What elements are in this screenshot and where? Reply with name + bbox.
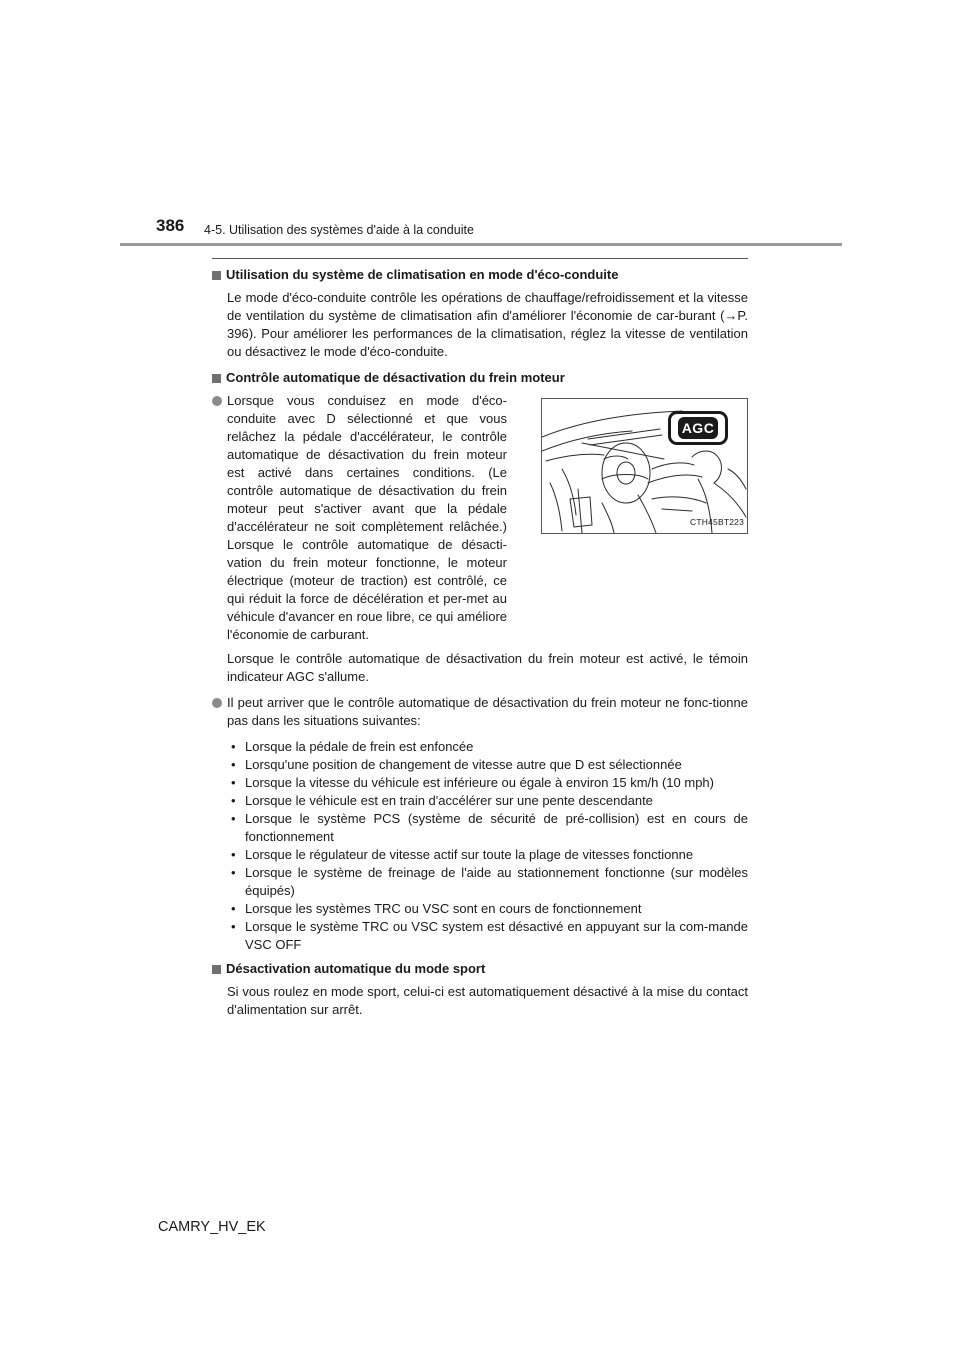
bullet-figure-row <box>211 392 748 650</box>
agc-indicator-callout <box>668 411 728 445</box>
list-item <box>211 694 748 730</box>
condition-text: Lorsque le véhicule est en train d'accélérer sur une pente descendante <box>245 793 653 808</box>
circle-bullet-icon <box>212 396 222 406</box>
sub-bullet-marker: • <box>231 811 236 826</box>
sub-bullet-marker: • <box>231 775 236 790</box>
list-item <box>227 810 748 846</box>
condition-text: Lorsque le système PCS (système de sécurité de pré-collision) est en cours de fonctionnement <box>245 811 748 844</box>
list-item <box>227 792 748 810</box>
list-item <box>211 392 507 644</box>
sub-bullet-marker: • <box>231 757 236 772</box>
condition-text: Lorsque la vitesse du véhicule est inférieure ou égale à environ 15 km/h (10 mph) <box>245 775 714 790</box>
square-bullet-icon <box>212 374 221 383</box>
list-item <box>227 774 748 792</box>
sub-bullet-marker: • <box>231 739 236 754</box>
sub-bullet-marker: • <box>231 847 236 862</box>
section-heading-eco-climate <box>211 266 748 284</box>
list-item <box>227 756 748 774</box>
circle-bullet-icon <box>212 698 222 708</box>
bullet-text: Il peut arriver que le contrôle automatique de désactivation du frein moteur ne fonc-tionne pas dans les situations suivantes: <box>227 695 748 728</box>
square-bullet-icon <box>212 965 221 974</box>
sub-bullet-marker: • <box>231 793 236 808</box>
bullet-text: Lorsque vous conduisez en mode d'éco-conduite avec D sélectionné et que vous relâchez la pédale d'accélérateur, le contrôle automatique de désactivation du frein moteur est activé dans certaines conditions. (Le contrôle automatique de désactivation du frein moteur peut s'activer avant que la pédale d'accélérateur ne soit complètement relâchée.) Lorsque le contrôle automatique de désacti-vation du frein moteur fonctionne, le moteur électrique (moteur de traction) est contrôlé, ce qui réduit la force de décélération et per-met au véhicule d'avancer en roue libre, ce qui améliore l'économie de carburant. <box>227 393 507 642</box>
condition-text: Lorsque le régulateur de vitesse actif sur toute la plage de vitesses fonctionne <box>245 847 694 862</box>
section-body-sport-mode: Si vous roulez en mode sport, celui-ci est automatiquement désactivé à la mise du contact d'alimentation sur arrêt. <box>227 984 748 1017</box>
agc-indicator-label: AGC <box>678 417 718 439</box>
condition-text: Lorsqu'une position de changement de vitesse autre que D est sélectionnée <box>245 757 682 772</box>
section-heading-text: Utilisation du système de climatisation en mode d'éco-conduite <box>226 267 619 282</box>
content-area <box>211 266 748 1027</box>
section-heading-agc <box>211 369 748 387</box>
agc-indicator-note: Lorsque le contrôle automatique de désactivation du frein moteur est activé, le témoin indicateur AGC s'allume. <box>227 651 748 684</box>
section-heading-text: Contrôle automatique de désactivation du frein moteur <box>226 370 565 385</box>
list-item <box>227 918 748 954</box>
list-item <box>227 864 748 900</box>
section-heading-text: Désactivation automatique du mode sport <box>226 961 486 976</box>
sub-bullet-marker: • <box>231 901 236 916</box>
condition-text: Lorsque le système de freinage de l'aide au stationnement fonctionne (sur modèles équipés) <box>245 865 748 898</box>
square-bullet-icon <box>212 271 221 280</box>
sub-bullet-marker: • <box>231 865 236 880</box>
sub-bullet-marker: • <box>231 919 236 934</box>
condition-text: Lorsque les systèmes TRC ou VSC sont en cours de fonctionnement <box>245 901 642 916</box>
model-id: CAMRY_HV_EK <box>158 1219 266 1235</box>
list-item <box>227 846 748 864</box>
section-heading-sport-mode <box>211 960 748 978</box>
header-rule <box>120 243 842 246</box>
agc-illustration <box>541 398 748 534</box>
chapter-title: 4-5. Utilisation des systèmes d'aide à la conduite <box>204 223 474 237</box>
figure-code: CTH45BT223 <box>690 517 744 527</box>
conditions-list <box>227 738 748 954</box>
list-item <box>227 738 748 756</box>
condition-text: Lorsque la pédale de frein est enfoncée <box>245 739 474 754</box>
section-rule <box>212 258 748 259</box>
condition-text: Lorsque le système TRC ou VSC system est désactivé en appuyant sur la com-mande VSC OFF <box>245 919 748 952</box>
list-item <box>227 900 748 918</box>
page-number: 386 <box>156 216 185 235</box>
section-body-eco-climate: Le mode d'éco-conduite contrôle les opérations de chauffage/refroidissement et la vitesse de ventilation du système de climatisation afin d'améliorer l'économie de car-burant (→P. 396). Pour améliorer les performances de la climatisation, réglez la vitesse de ventilation ou désactivez le mode d'éco-conduite. <box>227 290 748 359</box>
